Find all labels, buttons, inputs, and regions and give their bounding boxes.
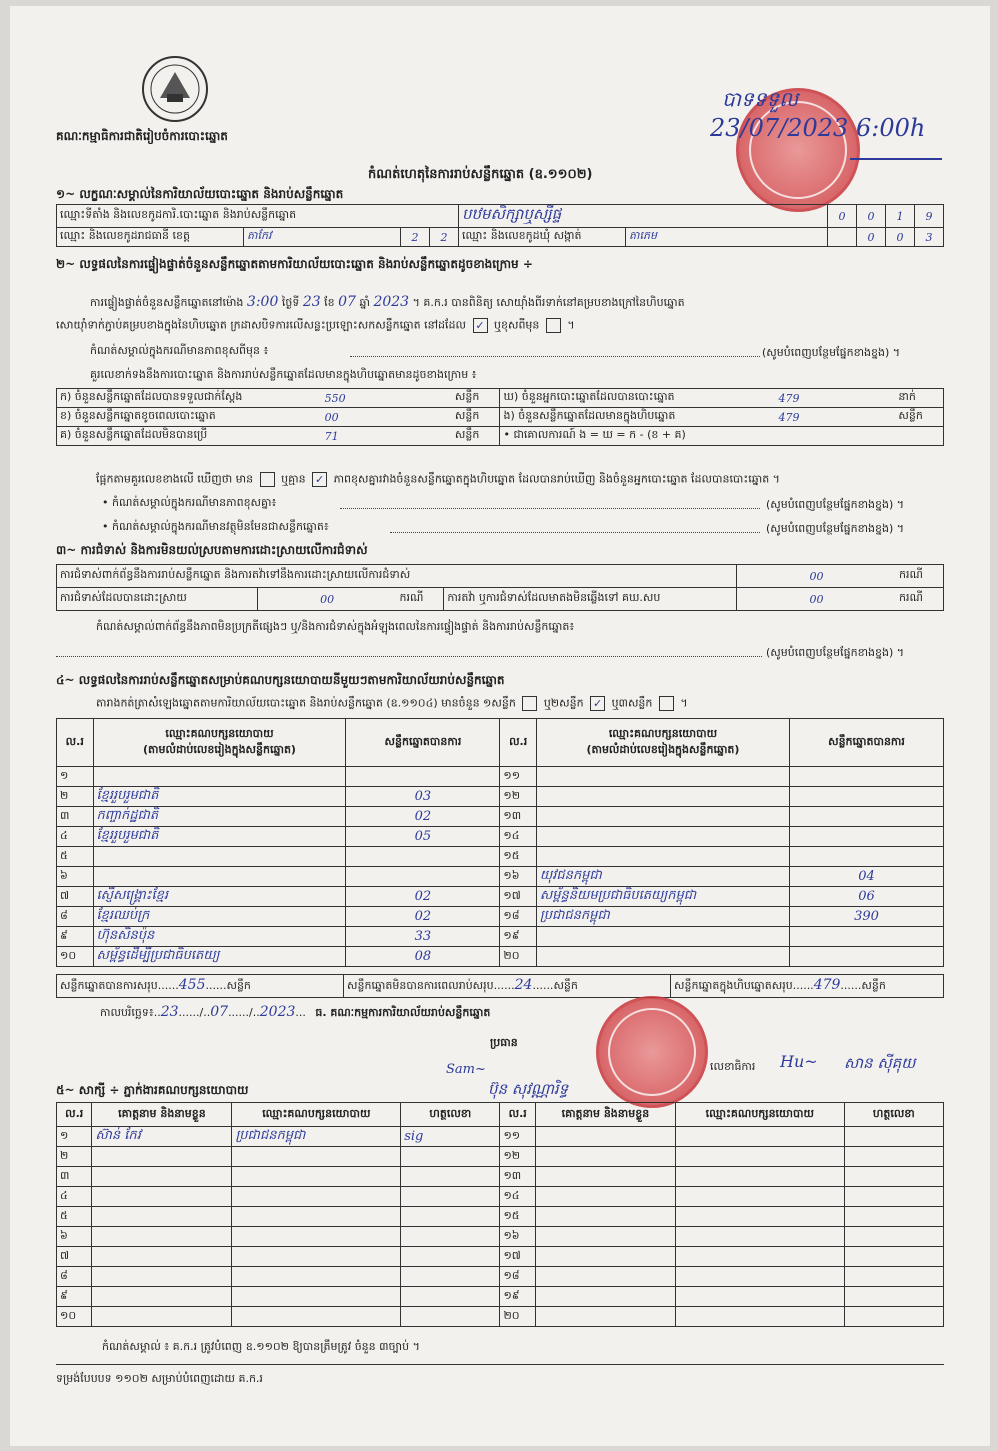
witness-no: ១៥ [500, 1207, 535, 1227]
result-party [536, 847, 789, 867]
chair-signature: Sam~ [446, 1062, 486, 1077]
commune-code-digit: 0 [886, 228, 915, 247]
section1-table [56, 204, 944, 247]
location-label: ឈ្មោះទីតាំង និងលេខកូដការិ.បោះឆ្នោត និងរាប់សន្លឹកឆ្នោត [57, 205, 459, 228]
province-code-digit: 2 [401, 228, 430, 247]
witness-signature [844, 1267, 943, 1287]
witness-signature [844, 1207, 943, 1227]
witness-no: ១៨ [500, 1267, 535, 1287]
result-votes: 02 [346, 887, 500, 907]
box-ballots-label: ង) ចំនួនសន្លឹកឆ្នោតដែលមានក្នុងហិបឆ្នោត [500, 408, 776, 427]
result-party: ហ៊ុនសិនប៉ុន [93, 927, 346, 947]
secretary-signature: Hu~ [780, 1052, 818, 1071]
witness-party: ប្រជាជនកម្ពុជា [232, 1127, 401, 1147]
secretary-name: សាន ស៊ីគុយ [844, 1054, 916, 1072]
witness-signature [844, 1227, 943, 1247]
table-row [57, 1267, 944, 1287]
witness-signature: sig [401, 1127, 500, 1147]
three-sheets-checkbox[interactable] [659, 696, 674, 711]
form-note: ទម្រង់បែបបទ ១១០២ សម្រាប់បំពេញដោយ គ.ក.រ [56, 1372, 263, 1385]
result-party: កញ្ចាក់ដ្ឋជាតិ [93, 807, 346, 827]
counts-intro: គួរលេខាក់ទងនឹងការបោះឆ្នោត និងការរាប់សន្លឹកឆ្នោតដែលមានក្នុងហិបឆ្នោតមានដូចខាងក្រោម ៖ [90, 368, 477, 381]
verify-line-1: ការផ្ទៀងផ្ទាត់ចំនួនសន្លឹកឆ្នោតនៅម៉ោង 3:00 ថ្ងៃទី 23 ខែ 07 ឆ្នាំ 2023 ។ គ.ក.រ បានពិនិត្យ សោយ៉ាំងពីរទាក់នៅគម្របខាងក្រៅនៃហិបឆ្នោត [90, 294, 685, 310]
witness-no: ៧ [57, 1247, 92, 1267]
voters-label: ឃ) ចំនួនអ្នកបោះឆ្នោតដែលបានបោះឆ្នោត [500, 389, 776, 408]
witness-table: ល.រ គោត្តនាម និងនាមខ្លួន ឈ្មោះគណបក្សនយោបាយ ហត្ថលេខា ល.រ គោត្តនាម និងនាមខ្លួន ឈ្មោះគណបក្សនយោបាយ ហត្ថលេខា ១ ស៊ាន់ កែវ ប្រជាជនកម្ពុជា sig ១១ ២ ១២ ៣ ១៣ ៤ ១៤ ៥ ១៥ ៦ ១៦ ៧ ១៧ ៨ ១៨ ៩ ១៩ ១០ ២០ [56, 1102, 944, 1327]
complaints-table: ការជំទាស់ពាក់ព័ន្ធនឹងការរាប់សន្លឹកឆ្នោត និងការតវ៉ាទៅនឹងការដោះស្រាយលើការជំទាស់ 00 ករណី ការជំទាស់ដែលបានដោះស្រាយ 00 ករណី ការតវ៉ា ឬការជំទាស់ដែលមាតងមិនឆ្លើងទៅ គឃ.សប 00 ករណី [56, 564, 944, 611]
witness-signature [844, 1287, 943, 1307]
witness-no: ១៣ [500, 1167, 535, 1187]
result-no: ៤ [57, 827, 94, 847]
witness-no: ១២ [500, 1147, 535, 1167]
section4-title: ៤~ លទ្ធផលនៃការរាប់សន្លឹកឆ្នោតសម្រាប់គណបក្សនយោបាយនីមួយៗតាមការិយាល័យរាប់សន្លឹកឆ្នោត [56, 673, 505, 687]
result-votes: 390 [790, 907, 944, 927]
complaints-label: ការជំទាស់ពាក់ព័ន្ធនឹងការរាប់សន្លឹកឆ្នោត និងការតវ៉ាទៅនឹងការដោះស្រាយលើការជំទាស់ [57, 565, 737, 588]
verify-year: 2023 [373, 294, 410, 310]
table-row [57, 907, 944, 927]
witness-name [92, 1227, 232, 1247]
witness-no: ១៧ [500, 1247, 535, 1267]
witness-name [535, 1247, 675, 1267]
appealed-label: ការតវ៉ា ឬការជំទាស់ដែលមាតងមិនឆ្លើងទៅ គឃ.សប [444, 588, 737, 611]
document-page [10, 6, 990, 1446]
witness-no: ១៤ [500, 1187, 535, 1207]
witness-name [92, 1287, 232, 1307]
emblem-icon [140, 54, 210, 124]
invalid-total-value: 24 [514, 977, 533, 993]
table-row [57, 1227, 944, 1247]
committee-stamp [596, 996, 708, 1108]
result-party [93, 867, 346, 887]
witness-signature [844, 1127, 943, 1147]
witness-signature [401, 1167, 500, 1187]
result-no: ១៧ [500, 887, 537, 907]
voters-value: 479 [775, 389, 895, 408]
witness-party [675, 1187, 844, 1207]
result-no: ១៦ [500, 867, 537, 887]
section2-title: ២~ លទ្ធផលនៃការផ្ទៀងផ្ទាត់ចំនួនសន្លឹកឆ្នោតតាមការិយាល័យបោះឆ្នោត និងរាប់សន្លឹកឆ្នោតដូចខាងក្រោម ÷ [56, 257, 533, 271]
table-row [57, 827, 944, 847]
location-code-digit: 0 [828, 205, 857, 228]
table-row [57, 1287, 944, 1307]
witness-signature [401, 1267, 500, 1287]
result-no: ៩ [57, 927, 94, 947]
witness-party [232, 1287, 401, 1307]
witness-signature [844, 1147, 943, 1167]
witness-party [232, 1167, 401, 1187]
witness-signature [401, 1227, 500, 1247]
table-row [57, 847, 944, 867]
witness-name [92, 1207, 232, 1227]
witness-party [675, 1227, 844, 1247]
witness-name [535, 1227, 675, 1247]
valid-total: សន្លឹកឆ្នោតបានការសរុប......455......សន្លឹក [57, 975, 344, 998]
result-votes [346, 867, 500, 887]
complaints-value: 00 [737, 565, 897, 588]
chair-label: ប្រធាន [490, 1036, 518, 1049]
witness-name [535, 1147, 675, 1167]
no-difference-checkbox[interactable]: ✓ [312, 472, 327, 487]
unused-ballots-value: 71 [322, 427, 452, 446]
result-no: ១៨ [500, 907, 537, 927]
witness-signature [401, 1287, 500, 1307]
witness-no: ២០ [500, 1307, 535, 1327]
commune-label: ឈ្មោះ និងលេខកូដឃុំ សង្កាត់ [459, 228, 626, 247]
table-row [57, 887, 944, 907]
result-no: ១៤ [500, 827, 537, 847]
one-sheet-checkbox[interactable] [522, 696, 537, 711]
witness-no: ៥ [57, 1207, 92, 1227]
witness-name [92, 1247, 232, 1267]
section5-title: ៥~ សាក្សី ÷ ភ្នាក់ងារគណបក្សនយោបាយ [56, 1083, 249, 1097]
witness-party [232, 1187, 401, 1207]
result-votes [790, 827, 944, 847]
location-value: បឋមសិក្សាឬស្សីផ្ទ [459, 205, 828, 228]
witness-party [675, 1307, 844, 1327]
result-party: ខ្មែររួបរួមជាតិ [93, 827, 346, 847]
location-code-digit: 0 [857, 205, 886, 228]
results-table: ល.រ ឈ្មោះគណបក្សនយោបាយ (តាមលំដាប់លេខរៀងក្នុងសន្លឹកឆ្នោត) សន្លឹកឆ្នោតបានការ ល.រ ឈ្មោះគណបក្សនយោបាយ (តាមលំដាប់លេខរៀងក្នុងសន្លឹកឆ្នោត) សន្លឹកឆ្នោតបានការ ១ ១១ ២ ខ្មែររួបរួមជាតិ 03 ១២ ៣ កញ្ចាក់ដ្ឋជាតិ 02 ១៣ ៤ ខ្មែររួបរួមជាតិ 05 ១៤ ៥ ១៥ ៦ ១៦ យុវជនកម្ពុជា 04 ៧ ស្ញើសង្គ្រោះខ្មែរ 02 ១៧ សម្ព័ន្ធនិយមប្រជាធិបតេយ្យកម្ពុជា 06 ៨ ខ្មែរឈប់ក្រ 02 ១៨ ប្រជាជនកម្ពុជា 390 ៩ ហ៊ុនសិនប៉ុន 33 ១៩ ១០ សម្ព័ន្ធដើម្បីប្រជាធិបតេយ្យ 08 ២០ [56, 718, 944, 967]
receipt-date: 23/07/2023 6:00h [710, 114, 926, 142]
witness-party [675, 1267, 844, 1287]
spoiled-ballots-value: 00 [322, 408, 452, 427]
result-party: យុវជនកម្ពុជា [536, 867, 789, 887]
table-row [57, 1247, 944, 1267]
totals-table [56, 974, 944, 998]
witness-name [92, 1267, 232, 1287]
two-sheets-checkbox[interactable]: ✓ [590, 696, 605, 711]
province-label: ឈ្មោះ និងលេខកូដរាជធានី ខេត្ត [57, 228, 244, 247]
chair-name: ប៊ុន សុវណ្ណារិទ្ធ [488, 1080, 569, 1098]
fill-note-3: (សូមបំពេញបន្ថែមផ្នែកខាងខ្នង) ។ [766, 522, 905, 535]
result-party: ខ្មែររួបរួមជាតិ [93, 787, 346, 807]
result-party: ខ្មែរឈប់ក្រ [93, 907, 346, 927]
result-votes [790, 787, 944, 807]
commune-value: តាភេម [626, 228, 828, 247]
witness-name [535, 1307, 675, 1327]
result-votes [346, 767, 500, 787]
box-total-value: 479 [813, 977, 841, 993]
result-no: ២០ [500, 947, 537, 967]
appealed-value: 00 [737, 588, 897, 611]
witness-name [535, 1127, 675, 1147]
table-row [57, 867, 944, 887]
verify-line-2: សោយ៉ាំទាក់ភ្ជាប់គម្របខាងក្នុងនៃហិបឆ្នោត ក្រដាសបិទការលើសន្លះប្រឡោះសកសន្លឹកឆ្នោត នៅដដែល ✓ ឬខុសពីមុន ។ [56, 318, 575, 332]
sheets-count-line: តារាងកត់ត្រាសំឡេងឆ្នោតតាមការិយាល័យបោះឆ្នោត និងរាប់សន្លឹកឆ្នោត (ឧ.១១០៤) មានចំនួន ១សន្លឹក ឬ២សន្លឹក ✓ ឬ៣សន្លឹក ។ [96, 696, 688, 710]
witness-no: ១១ [500, 1127, 535, 1147]
witness-signature [844, 1247, 943, 1267]
box-ballots-value: 479 [775, 408, 895, 427]
footer-rule [56, 1364, 944, 1365]
result-party: ប្រជាជនកម្ពុជា [536, 907, 789, 927]
witness-party [675, 1147, 844, 1167]
has-difference-checkbox[interactable] [260, 472, 275, 487]
witness-name [92, 1167, 232, 1187]
witness-name [92, 1147, 232, 1167]
witness-no: ៩ [57, 1287, 92, 1307]
province-code-digit: 2 [430, 228, 459, 247]
result-votes [346, 847, 500, 867]
table-row [57, 927, 944, 947]
result-votes [790, 927, 944, 947]
result-votes [790, 947, 944, 967]
witness-name: ស៊ាន់ កែវ [92, 1127, 232, 1147]
result-party [536, 827, 789, 847]
witness-signature [844, 1187, 943, 1207]
witness-party [675, 1207, 844, 1227]
result-no: ១៩ [500, 927, 537, 947]
witness-party [675, 1127, 844, 1147]
doc-title: កំណត់ហេតុនៃការរាប់សន្លឹកឆ្នោត (ឧ.១១០២) [368, 167, 593, 182]
received-ballots-label: ក) ចំនួនសន្លឹកឆ្នោតដែលបានទទួលជាក់ស្តែង [57, 389, 322, 408]
unused-ballots-label: គ) ចំនួនសន្លឹកឆ្នោតដែលមិនបានប្រើ [57, 427, 322, 446]
result-votes: 04 [790, 867, 944, 887]
result-no: ៧ [57, 887, 94, 907]
result-votes: 08 [346, 947, 500, 967]
location-code-digit: 1 [886, 205, 915, 228]
witness-no: ៨ [57, 1267, 92, 1287]
difference-note-label: • កំណត់សម្គាល់ក្នុងករណីមានភាពខុសគ្នា៖ [102, 496, 277, 509]
spoiled-ballots-label: ខ) ចំនួនសន្លឹកឆ្នោតខូចពេលបោះឆ្នោត [57, 408, 322, 427]
witness-name [92, 1187, 232, 1207]
same-checkbox[interactable]: ✓ [473, 318, 488, 333]
witness-party [232, 1207, 401, 1227]
result-no: ៥ [57, 847, 94, 867]
sign-date: កាលបរិច្ឆេទ៖..23....../..07....../..2023... ធ. គណៈកម្មការការិយាល័យរាប់សន្លឹកឆ្នោត [100, 1004, 491, 1020]
invalid-total: សន្លឹកឆ្នោតមិនបានការពេលរាប់សរុប......24......សន្លឹក [344, 975, 671, 998]
result-votes [790, 847, 944, 867]
witness-party [232, 1247, 401, 1267]
witness-party [232, 1267, 401, 1287]
witness-signature [401, 1307, 500, 1327]
witness-party [232, 1147, 401, 1167]
receipt-underline [850, 158, 942, 160]
witness-no: ៣ [57, 1167, 92, 1187]
diff-note-label: កំណត់សម្គាល់ក្នុងករណីមានភាពខុសពីមុន ៖ [90, 344, 269, 357]
witness-signature [844, 1307, 943, 1327]
witness-party [675, 1287, 844, 1307]
footnote: កំណត់សម្គាល់ ៖ គ.ក.រ ត្រូវបំពេញ ឧ.១១០២ ឱ្យបានត្រឹមត្រូវ ចំនួន ៣ច្បាប់ ។ [102, 1340, 420, 1353]
witness-party [232, 1307, 401, 1327]
result-votes: 05 [346, 827, 500, 847]
table-row [57, 1207, 944, 1227]
witness-name [535, 1187, 675, 1207]
table-row [57, 767, 944, 787]
result-party: ស្ញើសង្គ្រោះខ្មែរ [93, 887, 346, 907]
irregularities-note-label: កំណត់សម្គាល់ពាក់ព័ន្ធនឹងភាពមិនប្រក្រតីផ្សេងៗ ឬ/និងការជំទាស់ក្នុងអំឡុងពេលនៃការផ្ទៀងផ្ទាត់ និងការរាប់សន្លឹកឆ្នោត៖ [96, 620, 575, 633]
table-row [57, 1187, 944, 1207]
result-party [536, 927, 789, 947]
table-row [57, 1127, 944, 1147]
formula-note: • ជាគោលការណ៍ ង = ឃ = ក - (ខ + គ) [500, 427, 944, 446]
secretary-label: លេខាធិការ [710, 1060, 756, 1073]
witness-no: ៤ [57, 1187, 92, 1207]
result-no: ១១ [500, 767, 537, 787]
verify-day: 23 [302, 294, 321, 310]
witness-party [675, 1167, 844, 1187]
result-party [93, 767, 346, 787]
result-no: ១៥ [500, 847, 537, 867]
result-party [536, 767, 789, 787]
result-votes [790, 807, 944, 827]
section1-title: ១~ លក្ខណៈសម្គាល់នៃការិយាល័យបោះឆ្នោត និងរាប់សន្លឹកឆ្នោត [56, 187, 344, 201]
witness-signature [401, 1187, 500, 1207]
result-party [93, 847, 346, 867]
witness-signature [401, 1207, 500, 1227]
result-votes: 33 [346, 927, 500, 947]
witness-name [535, 1287, 675, 1307]
result-votes [790, 767, 944, 787]
org-name: គណៈកម្មាធិការជាតិរៀបចំការបោះឆ្នោត [56, 129, 228, 143]
result-no: ២ [57, 787, 94, 807]
result-votes: 02 [346, 907, 500, 927]
result-no: ៦ [57, 867, 94, 887]
verify-time: 3:00 [246, 294, 279, 310]
witness-signature [401, 1147, 500, 1167]
verify-month: 07 [338, 294, 356, 310]
table-row [57, 787, 944, 807]
witness-signature [401, 1247, 500, 1267]
valid-total-value: 455 [178, 977, 206, 993]
table-row [57, 947, 944, 967]
table-row [57, 1307, 944, 1327]
witness-no: ១ [57, 1127, 92, 1147]
location-code-digit: 9 [915, 205, 944, 228]
result-no: ១២ [500, 787, 537, 807]
result-votes: 02 [346, 807, 500, 827]
result-party: សម្ព័ន្ធដើម្បីប្រជាធិបតេយ្យ [93, 947, 346, 967]
commune-code-digit: 3 [915, 228, 944, 247]
table-row [57, 807, 944, 827]
counts-table: ក) ចំនួនសន្លឹកឆ្នោតដែលបានទទួលជាក់ស្តែង 550 សន្លឹក ឃ) ចំនួនអ្នកបោះឆ្នោតដែលបានបោះឆ្នោត 479 នាក់ ខ) ចំនួនសន្លឹកឆ្នោតខូចពេលបោះឆ្នោត 00 សន្លឹក ង) ចំនួនសន្លឹកឆ្នោតដែលមានក្នុងហិបឆ្នោត 479 សន្លឹក គ) ចំនួនសន្លឹកឆ្នោតដែលមិនបានប្រើ 71 សន្លឹក • ជាគោលការណ៍ ង = ឃ = ក - (ខ + គ) [56, 388, 944, 446]
witness-name [535, 1167, 675, 1187]
witness-no: ១៦ [500, 1227, 535, 1247]
foreign-object-note-label: • កំណត់សម្គាល់ក្នុងករណីមានវត្ថុមិនមែនជាសន្លឹកឆ្នោត៖ [102, 520, 329, 533]
province-value: តាកែវ [244, 228, 401, 247]
witness-no: ២ [57, 1147, 92, 1167]
table-row [57, 1167, 944, 1187]
receipt-note: បាទទទួល [722, 87, 799, 111]
result-no: ៨ [57, 907, 94, 927]
received-ballots-value: 550 [322, 389, 452, 408]
section3-title: ៣~ ការជំទាស់ និងការមិនយល់ស្របតាមការដោះស្រាយលើការជំទាស់ [56, 543, 368, 557]
witness-signature [844, 1167, 943, 1187]
fill-note-4: (សូមបំពេញបន្ថែមផ្នែកខាងខ្នង) ។ [766, 646, 905, 659]
result-votes: 03 [346, 787, 500, 807]
commune-code-digit: 0 [857, 228, 886, 247]
box-total: សន្លឹកឆ្នោតក្នុងហិបឆ្នោតសរុប......479......សន្លឹក [671, 975, 944, 998]
result-party [536, 787, 789, 807]
result-no: ១ [57, 767, 94, 787]
difference-line: ផ្អែកតាមគួរលេខខាងលើ ឃើញថា មាន ឬគ្មាន ✓ ភាពខុសគ្នារវាងចំនួនសន្លឹកឆ្នោតក្នុងហិបឆ្នោត ដែលបានរាប់ឃើញ និងចំនួនអ្នកបោះឆ្នោត ដែលបានបោះឆ្នោត ។ [96, 472, 780, 486]
witness-no: ១០ [57, 1307, 92, 1327]
witness-name [535, 1267, 675, 1287]
witness-party [675, 1247, 844, 1267]
table-row [57, 1147, 944, 1167]
result-no: ១០ [57, 947, 94, 967]
witness-name [535, 1207, 675, 1227]
resolved-label: ការជំទាស់ដែលបានដោះស្រាយ [57, 588, 258, 611]
resolved-value: 00 [257, 588, 396, 611]
result-votes: 06 [790, 887, 944, 907]
witness-name [92, 1307, 232, 1327]
result-no: ១៣ [500, 807, 537, 827]
fill-note: (សូមបំពេញបន្ថែមផ្នែកខាងខ្នង) ។ [762, 346, 901, 359]
different-checkbox[interactable] [546, 318, 561, 333]
witness-no: ១៩ [500, 1287, 535, 1307]
result-party: សម្ព័ន្ធនិយមប្រជាធិបតេយ្យកម្ពុជា [536, 887, 789, 907]
result-party [536, 807, 789, 827]
witness-party [232, 1227, 401, 1247]
witness-no: ៦ [57, 1227, 92, 1247]
result-no: ៣ [57, 807, 94, 827]
fill-note-2: (សូមបំពេញបន្ថែមផ្នែកខាងខ្នង) ។ [766, 498, 905, 511]
result-party [536, 947, 789, 967]
